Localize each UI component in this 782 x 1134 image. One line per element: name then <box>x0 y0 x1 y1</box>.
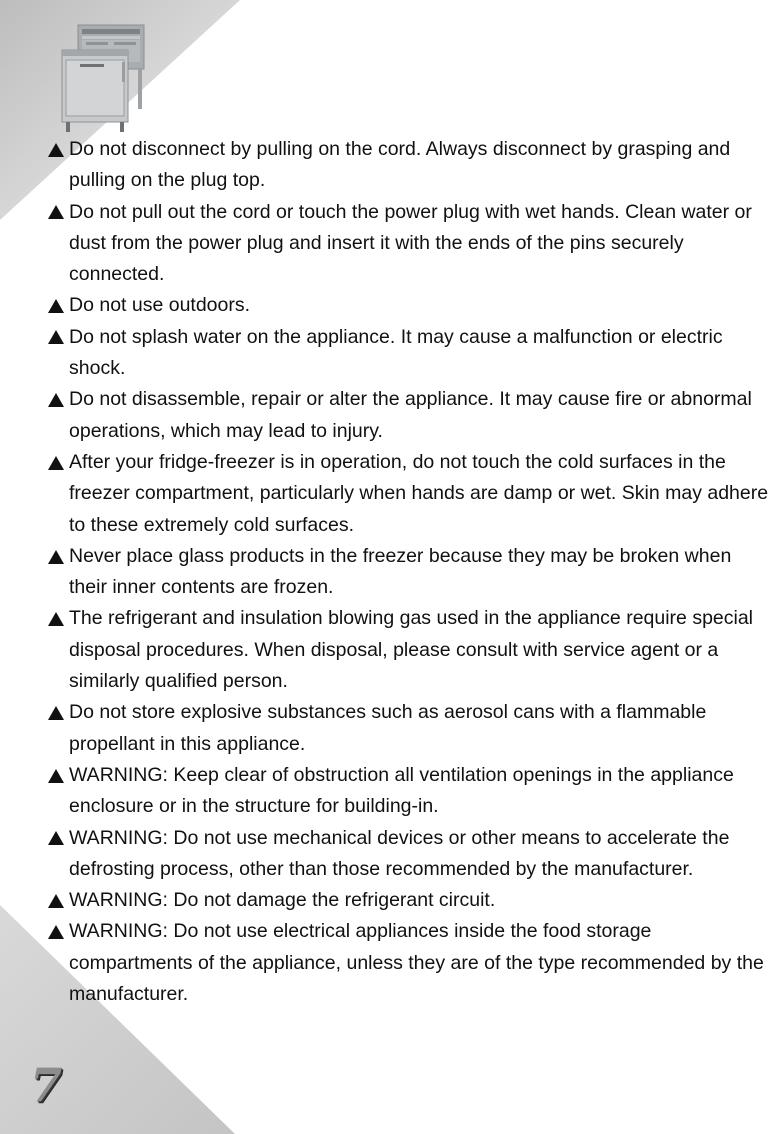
list-item <box>48 322 774 385</box>
list-item <box>48 384 774 447</box>
list-item <box>48 603 774 697</box>
list-item <box>48 541 774 604</box>
warning-text: Do not use outdoors. <box>69 294 251 317</box>
warning-triangle-icon <box>48 916 66 947</box>
warning-triangle-icon <box>48 603 66 634</box>
warning-triangle-icon <box>48 384 66 415</box>
warning-text: Do not pull out the cord or touch the power plug with wet hands. Clean water or dust from the power plug and insert it with the ends of the pins securely connected. <box>69 200 752 286</box>
list-item <box>48 447 774 541</box>
warning-text: Do not disassemble, repair or alter the appliance. It may cause fire or abnormal operations, which may lead to injury. <box>69 388 752 442</box>
list-item <box>48 885 774 916</box>
warning-text: Never place glass products in the freezer because they may be broken when their inner contents are frozen. <box>69 544 732 599</box>
warning-triangle-icon <box>48 760 66 791</box>
warning-triangle-icon <box>48 885 66 916</box>
list-item <box>48 823 774 886</box>
page-number: 7 <box>30 1058 61 1112</box>
list-item <box>48 290 774 321</box>
warning-text: WARNING: Keep clear of obstruction all ventilation openings in the appliance enclosure or in the structure for building-in. <box>69 763 734 818</box>
warning-text: After your fridge-freezer is in operation, do not touch the cold surfaces in the freezer compartment, particularly when hands are damp or wet. Skin may adhere to these extremely cold surfaces. <box>69 450 769 536</box>
warning-triangle-icon <box>48 697 66 728</box>
refrigerator-icon <box>52 22 152 134</box>
warning-text: Do not disconnect by pulling on the cord. Always disconnect by grasping and pulling on the plug top. <box>69 138 731 192</box>
warning-triangle-icon <box>48 447 66 478</box>
list-item <box>48 760 774 823</box>
warning-triangle-icon <box>48 322 66 353</box>
warning-triangle-icon <box>48 541 66 572</box>
list-item <box>48 134 774 197</box>
warning-text: WARNING: Do not use mechanical devices or other means to accelerate the defrosting process, other than those recommended by the manufacturer. <box>69 826 730 880</box>
warning-triangle-icon <box>48 197 66 228</box>
warning-triangle-icon <box>48 823 66 854</box>
warning-triangle-icon <box>48 290 66 321</box>
warning-list <box>48 134 774 1010</box>
warning-text: WARNING: Do not use electrical appliances inside the food storage compartments of the appliance, unless they are of the type recommended by the manufacturer. <box>69 920 764 1006</box>
warning-text: The refrigerant and insulation blowing gas used in the appliance require special disposal procedures. When disposal, please consult with service agent or a similarly qualified person. <box>69 607 754 693</box>
warning-triangle-icon <box>48 134 66 165</box>
list-item <box>48 197 774 291</box>
list-item <box>48 916 774 1010</box>
list-item <box>48 697 774 760</box>
warning-text: Do not store explosive substances such as aerosol cans with a flammable propellant in this appliance. <box>69 701 707 755</box>
warning-text: Do not splash water on the appliance. It may cause a malfunction or electric shock. <box>69 325 723 380</box>
warning-text: WARNING: Do not damage the refrigerant circuit. <box>69 889 496 912</box>
